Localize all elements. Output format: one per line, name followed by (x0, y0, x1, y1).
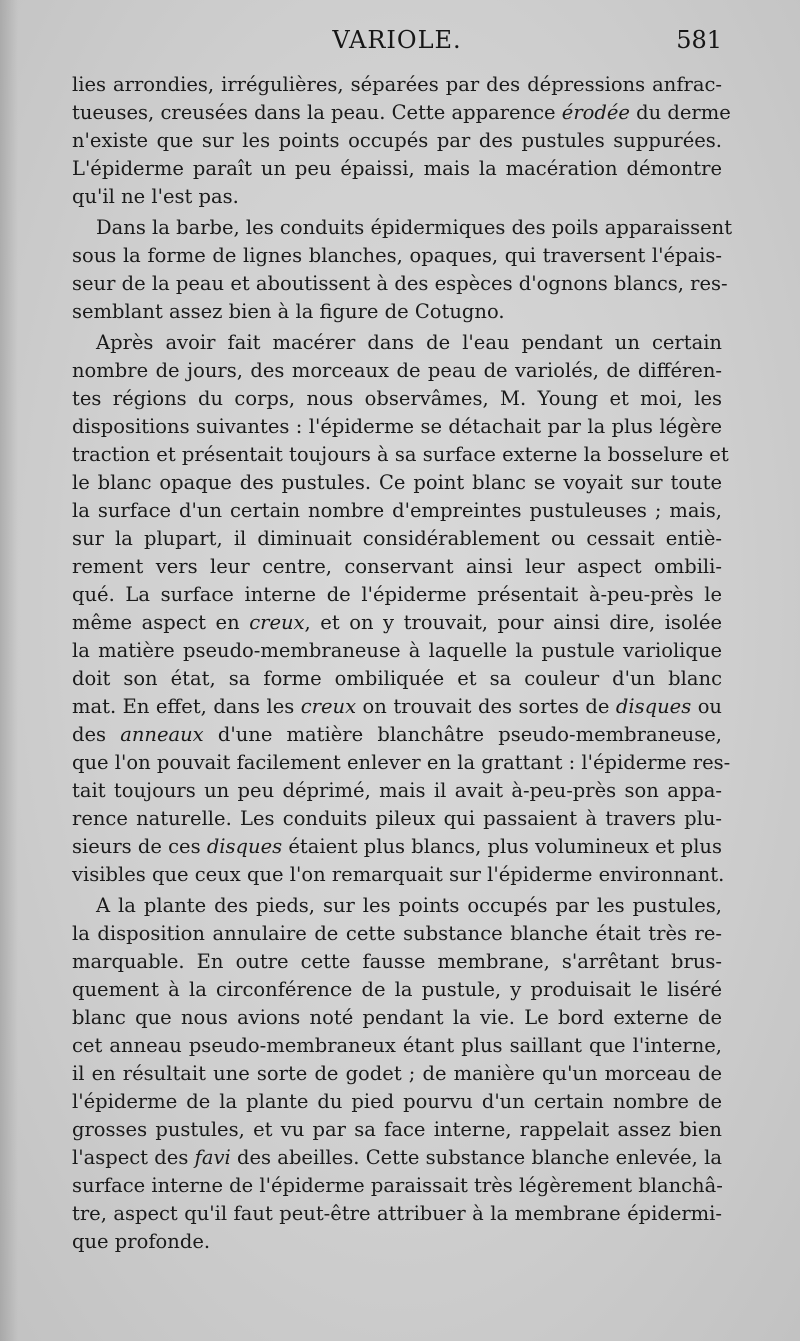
text-line: que l'on pouvait facilement enlever en la grattant : l'épiderme res- (72, 751, 731, 774)
text-line: rement vers leur centre, conservant ainsi leur aspect ombili- (72, 555, 722, 578)
text-line: la matière pseudo-membraneuse à laquelle la pustule variolique (72, 639, 722, 662)
text-line: tes régions du corps, nous observâmes, M. Young et moi, les (72, 387, 722, 410)
text-line: mat. En effet, dans les creux on trouvait des sortes de disques ou (72, 695, 722, 718)
text-line: dispositions suivantes : l'épiderme se détachait par la plus légère (72, 415, 722, 438)
text-line: même aspect en creux, et on y trouvait, pour ainsi dire, isolée (72, 611, 722, 634)
text-line: visibles que ceux que l'on remarquait sur l'épiderme environnant. (72, 863, 725, 886)
text-line: la surface d'un certain nombre d'empreintes pustuleuses ; mais, (72, 499, 722, 522)
text-line: tre, aspect qu'il faut peut-être attribuer à la membrane épidermi- (72, 1202, 722, 1225)
text-line: L'épiderme paraît un peu épaissi, mais la macération démontre (72, 157, 722, 180)
text-line: l'épiderme de la plante du pied pourvu d'un certain nombre de (72, 1090, 722, 1113)
paragraph (72, 892, 722, 1256)
text-line: A la plante des pieds, sur les points occupés par les pustules, (96, 894, 722, 917)
text-line: traction et présentait toujours à sa surface externe la bosselure et (72, 443, 729, 466)
text-line: qué. La surface interne de l'épiderme présentait à-peu-près le (72, 583, 722, 606)
text-line: blanc que nous avions noté pendant la vie. Le bord externe de (72, 1006, 722, 1029)
text-line: tueuses, creusées dans la peau. Cette apparence érodée du derme (72, 101, 731, 124)
running-head (72, 26, 722, 56)
paragraph (72, 329, 731, 889)
text-line: qu'il ne l'est pas. (72, 185, 239, 208)
page-title: VARIOLE. (332, 26, 462, 54)
text-line: le blanc opaque des pustules. Ce point blanc se voyait sur toute (72, 471, 722, 494)
text-line: il en résultait une sorte de godet ; de manière qu'un morceau de (72, 1062, 722, 1085)
text-line: surface interne de l'épiderme paraissait très légèrement blanchâ- (72, 1174, 723, 1197)
text-line: seur de la peau et aboutissent à des espèces d'ognons blancs, res- (72, 272, 728, 295)
text-line: nombre de jours, des morceaux de peau de variolés, de différen- (72, 359, 722, 382)
text-line: des anneaux d'une matière blanchâtre pseudo-membraneuse, (72, 723, 722, 746)
text-line: sieurs de ces disques étaient plus blancs, plus volumineux et plus (72, 835, 722, 858)
text-line: grosses pustules, et vu par sa face interne, rappelait assez bien (72, 1118, 722, 1141)
page-edge-shadow (0, 0, 18, 1341)
page-number: 581 (676, 26, 722, 54)
text-line: rence naturelle. Les conduits pileux qui passaient à travers plu- (72, 807, 722, 830)
text-line: semblant assez bien à la figure de Cotugno. (72, 300, 505, 323)
text-line: quement à la circonférence de la pustule, y produisait le liséré (72, 978, 722, 1001)
text-line: sur la plupart, il diminuait considérablement ou cessait entiè- (72, 527, 722, 550)
text-line: cet anneau pseudo-membraneux étant plus saillant que l'interne, (72, 1034, 722, 1057)
text-line: Dans la barbe, les conduits épidermiques des poils apparaissent (96, 216, 733, 239)
body-text (72, 71, 733, 1256)
text-line: tait toujours un peu déprimé, mais il avait à-peu-près son appa- (72, 779, 722, 802)
paragraph (72, 214, 733, 326)
text-line: la disposition annulaire de cette substance blanche était très re- (72, 922, 722, 945)
text-line: n'existe que sur les points occupés par des pustules suppurées. (72, 129, 722, 152)
text-line: l'aspect des favi des abeilles. Cette substance blanche enlevée, la (72, 1146, 722, 1169)
text-line: lies arrondies, irrégulières, séparées par des dépressions anfrac- (72, 73, 722, 96)
text-line: que profonde. (72, 1230, 211, 1253)
text-line: Après avoir fait macérer dans de l'eau pendant un certain (96, 331, 722, 354)
text-line: sous la forme de lignes blanches, opaques, qui traversent l'épais- (72, 244, 722, 267)
paragraph (72, 71, 731, 211)
text-line: marquable. En outre cette fausse membrane, s'arrêtant brus- (72, 950, 722, 973)
text-line: doit son état, sa forme ombiliquée et sa couleur d'un blanc (72, 667, 722, 690)
